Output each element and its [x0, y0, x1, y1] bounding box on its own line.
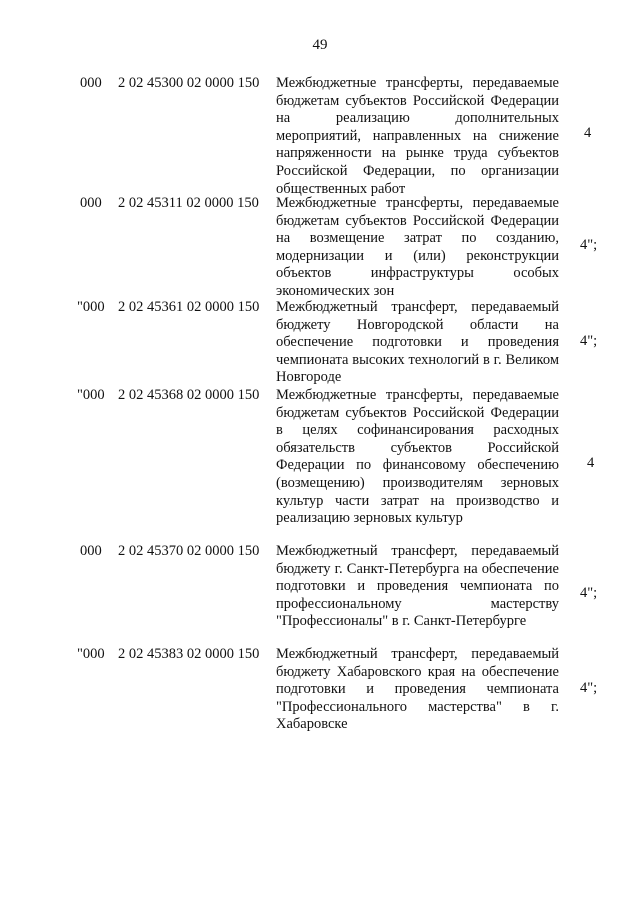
sum-cell: 4"; — [580, 585, 598, 601]
revenue-name-cell: Межбюджетный трансферт, передаваемый бюджету г. Санкт-Петербурга на обеспечение подготовки и проведения чемпионата по профессиональному мастерству "Профессионалы" в г. Санкт-Петербурге — [276, 543, 559, 630]
sum-cell: 4"; — [580, 680, 598, 696]
sum-cell: 4"; — [580, 333, 598, 349]
budget-code-cell: 2 02 45368 02 0000 150 — [118, 387, 260, 403]
sum-cell: 4"; — [580, 237, 598, 253]
budget-code-cell: 2 02 45361 02 0000 150 — [118, 299, 260, 315]
admin-code-cell: "000 — [77, 299, 105, 315]
budget-code-cell: 2 02 45370 02 0000 150 — [118, 543, 260, 559]
budget-code-cell: 2 02 45300 02 0000 150 — [118, 75, 260, 91]
revenue-name-cell: Межбюджетные трансферты, передаваемые бюджетам субъектов Российской Федерации на реализацию дополнительных мероприятий, направленных на снижение напряженности на рынке труда субъектов Российской Федерации, по организации общественных работ — [276, 75, 559, 197]
admin-code-cell: 000 — [80, 543, 102, 559]
page-number: 49 — [312, 37, 328, 53]
admin-code-cell: "000 — [77, 646, 105, 662]
admin-code-cell: 000 — [80, 195, 102, 211]
budget-code-cell: 2 02 45311 02 0000 150 — [118, 195, 259, 211]
admin-code-cell: "000 — [77, 387, 105, 403]
sum-cell: 4 — [587, 455, 595, 471]
revenue-name-cell: Межбюджетные трансферты, передаваемые бюджетам субъектов Российской Федерации в целях софинансирования расходных обязательств субъектов Российской Федерации по финансовому обеспечению (возмещению) производителям зерновых культур части затрат на производство и реализацию зерновых культур — [276, 387, 559, 527]
budget-code-cell: 2 02 45383 02 0000 150 — [118, 646, 260, 662]
revenue-name-cell: Межбюджетные трансферты, передаваемые бюджетам субъектов Российской Федерации на возмещение затрат по созданию, модернизации и (или) реконструкции объектов инфраструктуры особых экономических зон — [276, 195, 559, 299]
revenue-name-cell: Межбюджетный трансферт, передаваемый бюджету Новгородской области на обеспечение подготовки и проведения чемпионата высоких технологий в г. Великом Новгороде — [276, 299, 559, 386]
admin-code-cell: 000 — [80, 75, 102, 91]
revenue-name-cell: Межбюджетный трансферт, передаваемый бюджету Хабаровского края на обеспечение подготовки и проведения чемпионата "Профессионального мастерства" в г. Хабаровске — [276, 646, 559, 733]
sum-cell: 4 — [584, 125, 592, 141]
